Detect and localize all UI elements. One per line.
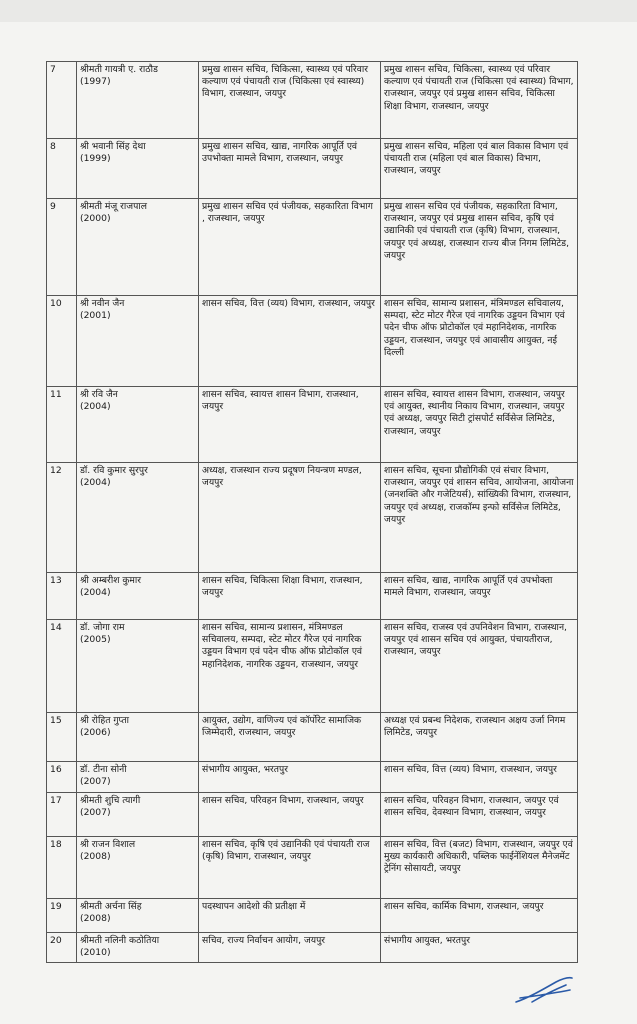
officer-cell: [77, 837, 199, 899]
current-posting: प्रमुख शासन सचिव एवं पंजीयक, सहकारिता विभाग , राजस्थान, जयपुर: [199, 199, 381, 296]
officer-batch: (2004): [80, 401, 111, 413]
new-posting: शासन सचिव, स्वायत्त शासन विभाग, राजस्थान, जयपुर एवं आयुक्त, स्थानीय निकाय विभाग, राजस्थान, जयपुर एवं अध्यक्ष, जयपुर सिटी ट्रांसपोर्ट सर्विसेज लिमिटेड, राजस्थान, जयपुर: [381, 387, 578, 463]
table-row: [47, 62, 578, 139]
officer-cell: [77, 620, 199, 713]
current-posting: संभागीय आयुक्त, भरतपुर: [199, 762, 381, 793]
officer-name: श्री भवानी सिंह देथा: [80, 141, 146, 152]
officer-batch: (2007): [80, 776, 111, 788]
serial-number: 19: [47, 899, 77, 933]
officer-cell: [77, 899, 199, 933]
officer-cell: [77, 387, 199, 463]
serial-number: 15: [47, 713, 77, 762]
serial-number: 18: [47, 837, 77, 899]
officer-cell: [77, 762, 199, 793]
current-posting: आयुक्त, उद्योग, वाणिज्य एवं कॉर्पोरेट सामाजिक जिम्मेदारी, राजस्थान, जयपुर: [199, 713, 381, 762]
serial-number: 16: [47, 762, 77, 793]
serial-number: 12: [47, 463, 77, 573]
officer-name: श्रीमती अर्चना सिंह: [80, 901, 142, 912]
top-page-edge: [0, 0, 637, 22]
officer-batch: (1997): [80, 76, 111, 88]
officer-batch: (2006): [80, 727, 111, 739]
officer-batch: (2010): [80, 947, 111, 959]
table-row: [47, 899, 578, 933]
officer-batch: (2008): [80, 913, 111, 925]
new-posting: शासन सचिव, सामान्य प्रशासन, मंत्रिमण्डल सचिवालय, सम्पदा, स्टेट मोटर गैरेज एवं नागरिक उड्डयन विभाग एवं पदेन चीफ ऑफ प्रोटोकॉल एवं महानिदेशक, नागरिक उड्डयन, राजस्थान, जयपुर एवं आवासीय आयुक्त, नई दिल्ली: [381, 296, 578, 387]
transfer-order-table: [46, 61, 578, 963]
table-row: [47, 573, 578, 620]
officer-name: श्रीमती मंजू राजपाल: [80, 201, 147, 212]
table-row: [47, 620, 578, 713]
officer-batch: (2001): [80, 310, 111, 322]
new-posting: प्रमुख शासन सचिव, चिकित्सा, स्वास्थ्य एवं परिवार कल्याण एवं पंचायती राज (चिकित्सा एवं स्वास्थ्य) विभाग, राजस्थान, जयपुर एवं प्रमुख शासन सचिव, चिकित्सा शिक्षा विभाग, राजस्थान, जयपुर: [381, 62, 578, 139]
new-posting: शासन सचिव, वित्त (व्यय) विभाग, राजस्थान, जयपुर: [381, 762, 578, 793]
new-posting: शासन सचिव, सूचना प्रौद्योगिकी एवं संचार विभाग, राजस्थान, जयपुर एवं शासन सचिव, आयोजना, आयोजना (जनशक्ति और गजेटियर्स), सांख्यिकी विभाग, राजस्थान, जयपुर एवं अध्यक्ष, राजकॉम्प इन्फो सर्विसेज लिमिटेड, जयपुर: [381, 463, 578, 573]
current-posting: सचिव, राज्य निर्वाचन आयोग, जयपुर: [199, 933, 381, 963]
officer-batch: (2008): [80, 851, 111, 863]
officer-name: श्रीमती शुचि त्यागी: [80, 795, 141, 806]
table-row: [47, 837, 578, 899]
table-row: [47, 199, 578, 296]
current-posting: प्रमुख शासन सचिव, चिकित्सा, स्वास्थ्य एवं परिवार कल्याण एवं पंचायती राज (चिकित्सा एवं स्वास्थ्य) विभाग, राजस्थान, जयपुर: [199, 62, 381, 139]
serial-number: 7: [47, 62, 77, 139]
new-posting: प्रमुख शासन सचिव, महिला एवं बाल विकास विभाग एवं पंचायती राज (महिला एवं बाल विकास) विभाग, राजस्थान, जयपुर: [381, 139, 578, 199]
new-posting: शासन सचिव, परिवहन विभाग, राजस्थान, जयपुर एवं शासन सचिव, देवस्थान विभाग, राजस्थान, जयपुर: [381, 793, 578, 837]
table-row: [47, 793, 578, 837]
officer-name: डॉ. जोगा राम: [80, 622, 125, 633]
table-row: [47, 296, 578, 387]
officer-name: डॉ. टीना सोनी: [80, 764, 127, 775]
officer-name: श्री रोहित गुप्ता: [80, 715, 129, 726]
officer-name: श्री अम्बरीश कुमार: [80, 575, 142, 586]
serial-number: 17: [47, 793, 77, 837]
officer-cell: [77, 793, 199, 837]
current-posting: शासन सचिव, स्वायत्त शासन विभाग, राजस्थान, जयपुर: [199, 387, 381, 463]
officer-cell: [77, 296, 199, 387]
officer-cell: [77, 713, 199, 762]
new-posting: अध्यक्ष एवं प्रबन्ध निदेशक, राजस्थान अक्षय उर्जा निगम लिमिटेड, जयपुर: [381, 713, 578, 762]
current-posting: शासन सचिव, परिवहन विभाग, राजस्थान, जयपुर: [199, 793, 381, 837]
new-posting: शासन सचिव, कार्मिक विभाग, राजस्थान, जयपुर: [381, 899, 578, 933]
officer-batch: (2005): [80, 634, 111, 646]
officer-batch: (2007): [80, 807, 111, 819]
serial-number: 10: [47, 296, 77, 387]
serial-number: 11: [47, 387, 77, 463]
table-row: [47, 713, 578, 762]
table-row: [47, 463, 578, 573]
officer-name: श्री राजन विशाल: [80, 839, 136, 850]
new-posting: प्रमुख शासन सचिव एवं पंजीयक, सहकारिता विभाग, राजस्थान, जयपुर एवं प्रमुख शासन सचिव, कृषि एवं उद्यानिकी एवं पंचायती राज (कृषि) विभाग, राजस्थान, जयपुर एवं अध्यक्ष, राजस्थान राज्य बीज निगम लिमिटेड, जयपुर: [381, 199, 578, 296]
officer-name: श्री नवीन जैन: [80, 298, 125, 309]
officer-name: श्री रवि जैन: [80, 389, 118, 400]
serial-number: 8: [47, 139, 77, 199]
officer-batch: (1999): [80, 153, 111, 165]
officer-cell: [77, 62, 199, 139]
current-posting: शासन सचिव, चिकित्सा शिक्षा विभाग, राजस्थान, जयपुर: [199, 573, 381, 620]
table-row: [47, 387, 578, 463]
officer-batch: (2004): [80, 477, 111, 489]
serial-number: 9: [47, 199, 77, 296]
serial-number: 13: [47, 573, 77, 620]
officer-cell: [77, 139, 199, 199]
serial-number: 20: [47, 933, 77, 963]
serial-number: 14: [47, 620, 77, 713]
current-posting: पदस्थापन आदेशो की प्रतीक्षा में: [199, 899, 381, 933]
officer-name: डॉ. रवि कुमार सुरपुर: [80, 465, 148, 476]
current-posting: शासन सचिव, वित्त (व्यय) विभाग, राजस्थान, जयपुर: [199, 296, 381, 387]
current-posting: शासन सचिव, कृषि एवं उद्यानिकी एवं पंचायती राज (कृषि) विभाग, राजस्थान, जयपुर: [199, 837, 381, 899]
new-posting: संभागीय आयुक्त, भरतपुर: [381, 933, 578, 963]
table-row: [47, 762, 578, 793]
new-posting: शासन सचिव, वित्त (बजट) विभाग, राजस्थान, जयपुर एवं मुख्य कार्यकारी अधिकारी, पब्लिक फाईनेंशियल मैनेजमेंट ट्रेनिंग सोसायटी, जयपुर: [381, 837, 578, 899]
officer-batch: (2000): [80, 213, 111, 225]
officer-cell: [77, 463, 199, 573]
officer-name: श्रीमती नलिनी कठोतिया: [80, 935, 160, 946]
officer-batch: (2004): [80, 587, 111, 599]
table-row: [47, 933, 578, 963]
table-row: [47, 139, 578, 199]
new-posting: शासन सचिव, राजस्व एवं उपनिवेशन विभाग, राजस्थान, जयपुर एवं शासन सचिव एवं आयुक्त, पंचायतीराज, राजस्थान, जयपुर: [381, 620, 578, 713]
officer-cell: [77, 933, 199, 963]
officer-cell: [77, 199, 199, 296]
officer-cell: [77, 573, 199, 620]
current-posting: अध्यक्ष, राजस्थान राज्य प्रदूषण नियन्त्रण मण्डल, जयपुर: [199, 463, 381, 573]
current-posting: प्रमुख शासन सचिव, खाद्य, नागरिक आपूर्ति एवं उपभोक्ता मामले विभाग, राजस्थान, जयपुर: [199, 139, 381, 199]
signature-mark: [512, 972, 578, 1008]
current-posting: शासन सचिव, सामान्य प्रशासन, मंत्रिमण्डल सचिवालय, सम्पदा, स्टेट मोटर गैरेज एवं नागरिक उड्डयन विभाग एवं पदेन चीफ ऑफ प्रोटोकॉल एवं महानिदेशक, नागरिक उड्डयन, राजस्थान, जयपुर: [199, 620, 381, 713]
table-body: [47, 62, 578, 963]
new-posting: शासन सचिव, खाद्य, नागरिक आपूर्ति एवं उपभोक्ता मामले विभाग, राजस्थान, जयपुर: [381, 573, 578, 620]
officer-name: श्रीमती गायत्री ए. राठौड: [80, 64, 158, 75]
